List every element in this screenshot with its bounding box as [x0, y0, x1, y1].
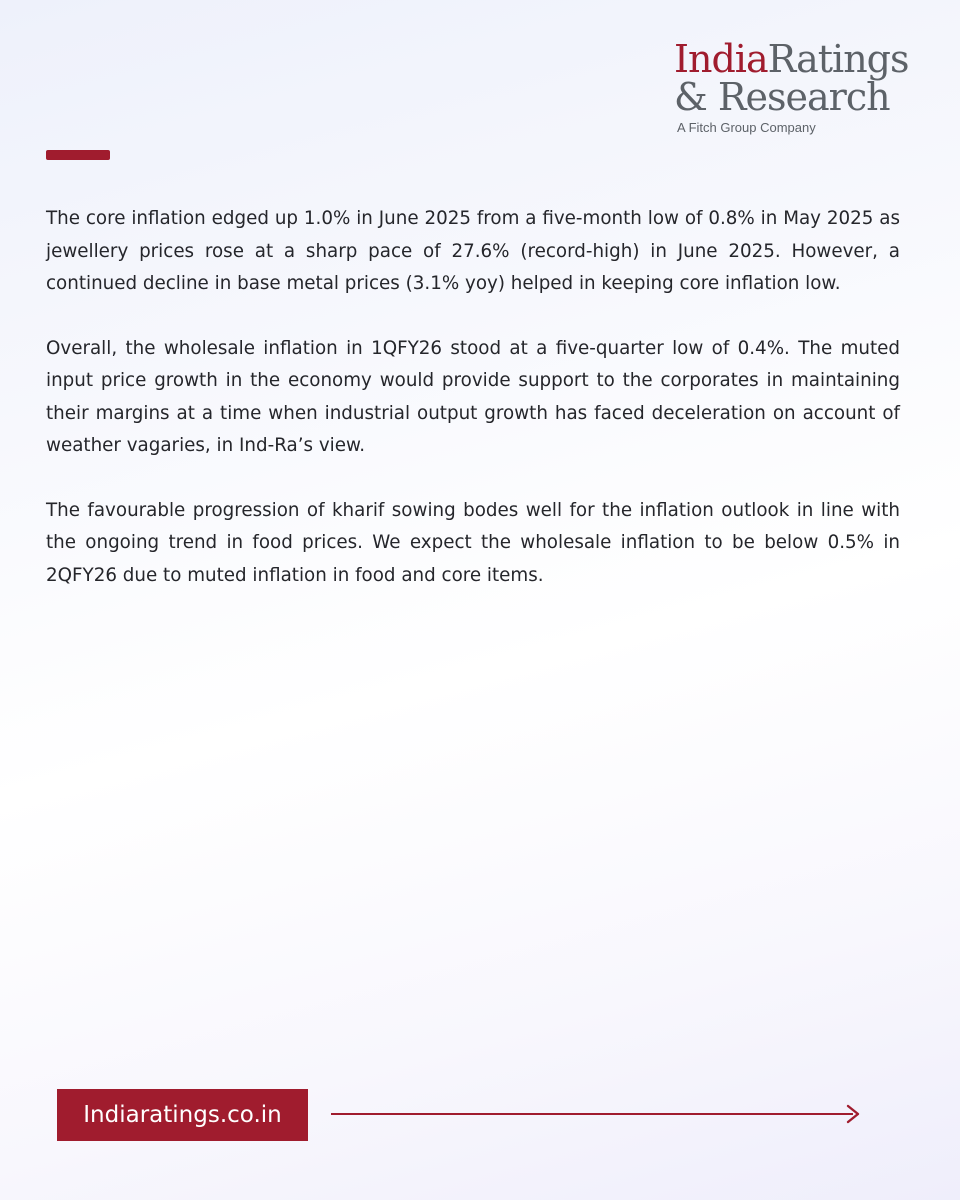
- accent-bar: [46, 150, 110, 160]
- website-link-button[interactable]: Indiaratings.co.in: [57, 1089, 308, 1141]
- paragraph-core-inflation: The core inflation edged up 1.0% in June 2025 from a five-month low of 0.8% in May 2025 as jewellery prices rose at a sharp pace of 27.6% (record-high) in June 2025. However, a continued decline in base metal prices (3.1% yoy) helped in keeping core inflation low.: [46, 208, 900, 294]
- logo-line-2: & Research: [674, 75, 890, 119]
- article-body: [46, 203, 900, 624]
- logo-line-1: [674, 37, 909, 81]
- paragraph-outlook: The favourable progression of kharif sowing bodes well for the inflation outlook in line with the ongoing trend in food prices. We expect the wholesale inflation to be below 0.5% in 2QFY26 due to muted inflation in food and core items.: [46, 499, 900, 586]
- arrow-line: [331, 1113, 853, 1115]
- logo-word-india: India: [674, 37, 768, 81]
- arrow-right-icon: [846, 1104, 862, 1124]
- india-ratings-logo: [674, 37, 909, 135]
- logo-word-ratings: Ratings: [767, 37, 909, 81]
- logo-tagline: A Fitch Group Company: [677, 120, 816, 135]
- paragraph-wholesale-inflation: Overall, the wholesale inflation in 1QFY26 stood at a five-quarter low of 0.4%. The muted input price growth in the economy would provide support to the corporates in maintaining their margins at a time when industrial output growth has faced deceleration on account of weather vagaries, in Ind-Ra’s view.: [46, 337, 900, 456]
